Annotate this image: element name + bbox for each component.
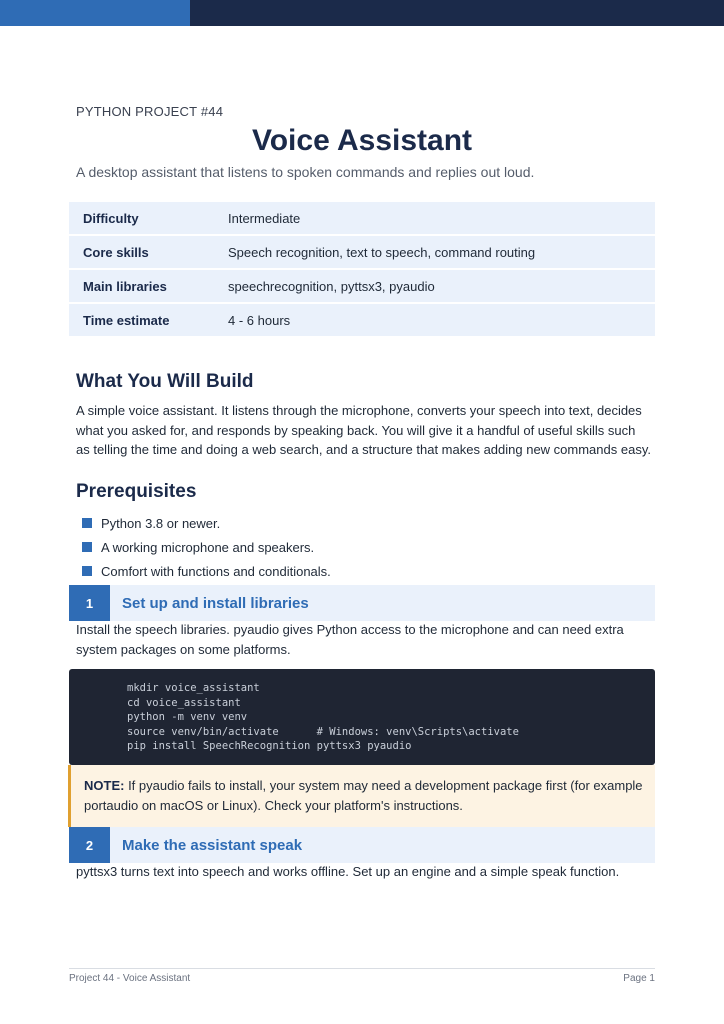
info-row (69, 270, 655, 302)
footer-divider (69, 968, 655, 969)
info-row (69, 304, 655, 336)
step-header (69, 585, 655, 621)
note-text (84, 776, 644, 815)
prereq-heading: Prerequisites (76, 481, 197, 502)
project-eyebrow: PYTHON PROJECT #44 (76, 104, 224, 119)
note-body: If pyaudio fails to install, your system may need a development package first (for example portaudio on macOS or Linux). Check your platform's instructions. (84, 778, 643, 813)
step-number-badge: 2 (69, 827, 110, 863)
footer-project-label: Project 44 - Voice Assistant (69, 973, 191, 984)
list-item-text: Comfort with functions and conditionals. (101, 563, 331, 579)
step-description: pyttsx3 turns text into speech and works offline. Set up an engine and a simple speak function. (76, 864, 620, 879)
build-description: A simple voice assistant. It listens through the microphone, converts your speech into text, decides what you asked for, and responds by speaking back. You will give it a handful of useful skills such as telling the time and doing a web search, and a structure that makes adding new commands easy. (76, 403, 651, 457)
list-item (82, 559, 331, 583)
note-callout (68, 765, 655, 827)
page-subtitle: A desktop assistant that listens to spoken commands and replies out loud. (76, 164, 535, 180)
project-info-table (69, 200, 655, 338)
prereq-list (82, 511, 331, 583)
bullet-square-icon (82, 518, 92, 528)
code-text: mkdir voice_assistant cd voice_assistant python -m venv venv source venv/bin/activate # Windows: venv\Scripts\activate pip install SpeechRecognition pyttsx3 pyaudio (127, 682, 519, 753)
list-item (82, 535, 331, 559)
info-key: Main libraries (69, 270, 228, 302)
info-key: Core skills (69, 236, 228, 268)
top-bar (0, 0, 724, 26)
step-description: Install the speech libraries. pyaudio gives Python access to the microphone and can need extra system packages on some platforms. (76, 622, 624, 657)
step-number-badge: 1 (69, 585, 110, 621)
list-item-text: Python 3.8 or newer. (101, 515, 221, 531)
bullet-square-icon (82, 542, 92, 552)
info-key: Time estimate (69, 304, 228, 336)
info-value: 4 - 6 hours (228, 304, 655, 336)
info-value: Speech recognition, text to speech, command routing (228, 236, 655, 268)
bullet-square-icon (82, 566, 92, 576)
build-heading: What You Will Build (76, 371, 254, 392)
step-header (69, 827, 655, 863)
info-value: Intermediate (228, 202, 655, 234)
info-key: Difficulty (69, 202, 228, 234)
code-block (69, 669, 655, 765)
info-value: speechrecognition, pyttsx3, pyaudio (228, 270, 655, 302)
list-item-text: A working microphone and speakers. (101, 539, 315, 555)
step-title: Set up and install libraries (122, 594, 309, 612)
step-title: Make the assistant speak (122, 836, 303, 854)
info-row (69, 202, 655, 234)
note-label: NOTE: (84, 778, 125, 793)
list-item (82, 511, 331, 535)
info-row (69, 236, 655, 268)
top-bar-accent (0, 0, 190, 26)
page-title: Voice Assistant (251, 124, 473, 157)
footer-page-number: Page 1 (623, 973, 655, 984)
